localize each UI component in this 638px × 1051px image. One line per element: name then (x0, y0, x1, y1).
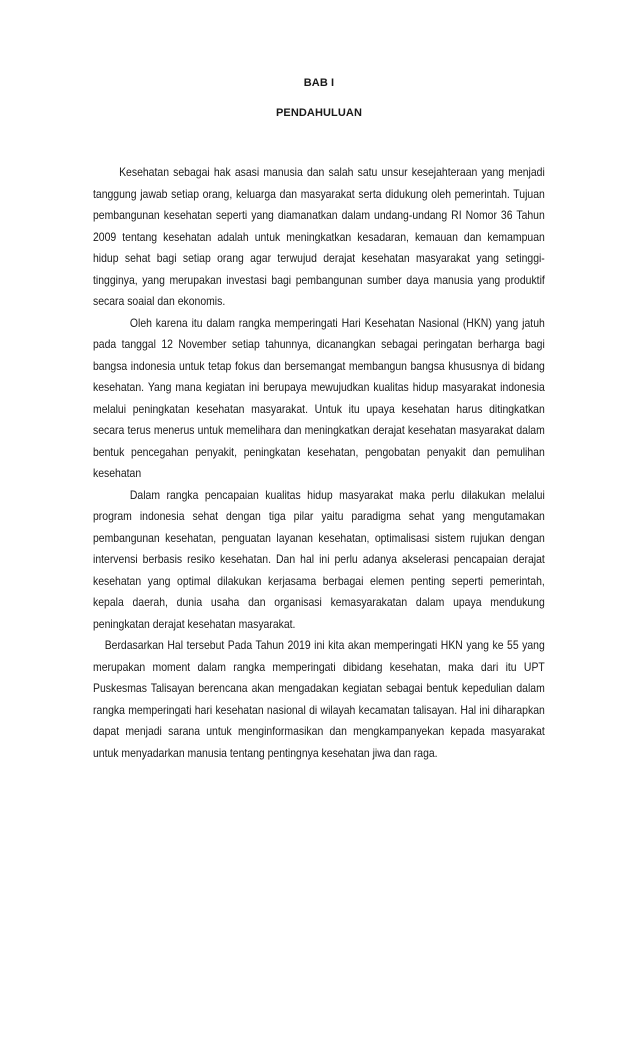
chapter-title: PENDAHULUAN (275, 107, 363, 119)
paragraph-3: Dalam rangka pencapaian kualitas hidup masyarakat maka perlu dilakukan melalui program indonesia sehat dengan tiga pilar yaitu paradigma sehat yang mengutamakan pembangunan kesehatan, penguatan layanan kesehatan, optimalisasi sistem rujukan dengan intervensi berbasis resiko kesehatan. Dan hal ini perlu adanya akselerasi pencapaian derajat kesehatan yang optimal dilakukan kerjasama berbagai elemen penting seperti pemerintah, kepala daerah, dunia usaha dan organisasi kemasyarakatan dalam upaya mendukung peningkatan derajat kesehatan masyarakat. (93, 488, 545, 631)
paragraph-4: Berdasarkan Hal tersebut Pada Tahun 2019 ini kita akan memperingati HKN yang ke 55 yang merupakan moment dalam rangka memperingati dibidang kesehatan, maka dari itu UPT Puskesmas Talisayan berencana akan mengadakan kegiatan sebagai bentuk kepedulian dalam rangka memperingati hari kesehatan nasional di wilayah kecamatan talisayan. Hal ini diharapkan dapat menjadi sarana untuk menginformasikan dan mengkampanyekan kepada masyarakat untuk menyadarkan manusia tentang pentingnya kesehatan jiwa dan raga. (93, 639, 545, 760)
paragraph-2: Oleh karena itu dalam rangka memperingati Hari Kesehatan Nasional (HKN) yang jatuh pada tanggal 12 November setiap tahunnya, dicanangkan sebagai peringatan berharga bagi bangsa indonesia untuk tetap fokus dan bersemangat membangun bangsa khususnya di bidang kesehatan. Yang mana kegiatan ini berupaya mewujudkan kualitas hidup masyarakat indonesia melalui peningkatan kesehatan masyarakat. Untuk itu upaya kesehatan harus ditingkatkan secara terus menerus untuk memelihara dan meningkatkan derajat kesehatan masyarakat dalam bentuk pencegahan penyakit, peningkatan kesehatan, pengobatan penyakit dan pemulihan kesehatan (93, 316, 545, 480)
body-text-column (93, 162, 545, 764)
chapter-heading: BAB I (303, 77, 335, 89)
paragraph-1: Kesehatan sebagai hak asasi manusia dan salah satu unsur kesejahteraan yang menjadi tanggung jawab setiap orang, keluarga dan masyarakat serta didukung oleh pemerintah. Tujuan pembangunan kesehatan seperti yang diamanatkan dalam undang-undang RI Nomor 36 Tahun 2009 tentang kesehatan adalah untuk meningkatkan kesadaran, kemauan dan kemampuan hidup sehat bagi setiap orang agar terwujud derajat kesehatan masyarakat yang setinggi-tingginya, yang merupakan investasi bagi pembangunan sumber daya manusia yang produktif secara soaial dan ekonomis. (93, 166, 545, 308)
body-text (93, 162, 545, 764)
